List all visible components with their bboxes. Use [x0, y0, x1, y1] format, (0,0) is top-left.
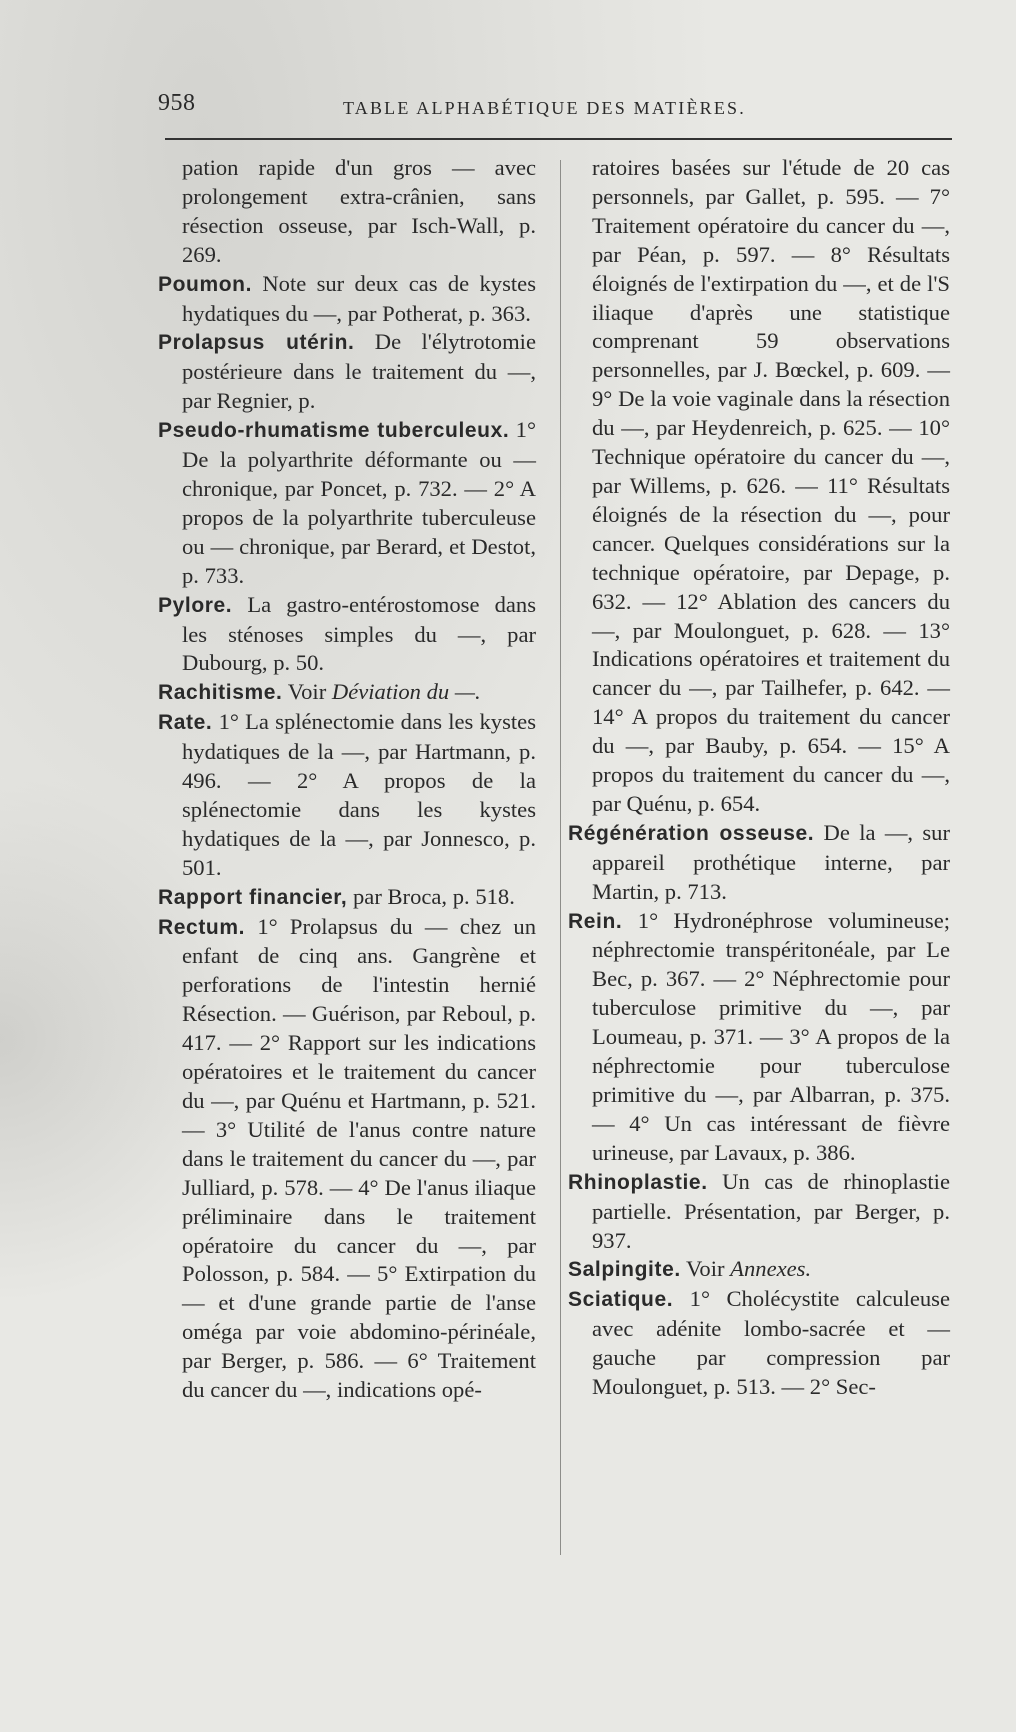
entry-text: 1° La splénectomie dans les kystes hydatiques de la —, par Hartmann, p. 496. — 2° A propos de la splénectomie dans les kystes hydatiques de la —, par Jonnesco, p. 501.	[182, 709, 536, 880]
entry-text: La gastro-entérostomose dans les sténoses simples du —, par Dubourg, p. 50.	[182, 591, 536, 676]
entry-term: Rhinoplastie.	[568, 1170, 708, 1194]
index-entry	[158, 883, 536, 913]
entry-text: 1° De la polyarthrite déformante ou — chronique, par Poncet, p. 732. — 2° A propos de la polyarthrite tuberculeuse ou — chronique, par Berard, et Destot, p. 733.	[182, 417, 536, 588]
index-entry	[158, 708, 536, 882]
index-entry	[158, 328, 536, 416]
column-divider	[560, 160, 561, 1555]
entry-text: Voir	[282, 679, 332, 705]
entry-term: Pseudo-rhumatisme tuberculeux.	[158, 419, 510, 443]
entry-term: Rapport financier,	[158, 885, 348, 909]
entry-cross-reference: Annexes.	[730, 1256, 812, 1282]
entry-term: Pylore.	[158, 593, 233, 617]
index-entry	[568, 1285, 950, 1402]
entry-term: Rein.	[568, 909, 623, 933]
entry-term: Régénération osseuse.	[568, 821, 815, 845]
index-entry	[158, 416, 536, 590]
index-entry	[158, 913, 536, 1405]
entry-term: Rachitisme.	[158, 681, 283, 705]
entry-term: Poumon.	[158, 272, 253, 296]
entry-term: Sciatique.	[568, 1288, 674, 1312]
index-entry	[568, 154, 950, 819]
right-column	[568, 154, 950, 1402]
page-number: 958	[158, 90, 196, 116]
entry-text: par Broca, p. 518.	[347, 883, 515, 909]
entry-cross-reference: Déviation du —.	[331, 679, 481, 705]
entry-term: Salpingite.	[568, 1258, 681, 1282]
page-header	[158, 84, 953, 124]
left-column	[158, 154, 536, 1405]
entry-text: 1° Hydronéphrose volumineuse; néphrectomie transpéritonéale, par Le Bec, p. 367. — 2° Néphrectomie pour tuberculose primitive du —, par Loumeau, p. 371. — 3° A propos de la néphrectomie pour tuberculose primitive du —, par Albarran, p. 375. — 4° Un cas intéressant de fièvre urineuse, par Lavaux, p. 386.	[592, 907, 950, 1165]
entry-text: Voir	[680, 1256, 731, 1282]
index-entry	[568, 1255, 950, 1285]
entry-text: Note sur deux cas de kystes hydatiques du —, par Potherat, p. 363.	[182, 270, 536, 326]
index-entry	[158, 678, 536, 708]
entry-term: Rectum.	[158, 915, 246, 939]
index-entry	[568, 907, 950, 1168]
entry-text: pation rapide d'un gros — avec prolongement extra-crânien, sans résection osseuse, par Isch-Wall, p. 269.	[182, 155, 536, 267]
entry-text: De la —, sur appareil prothétique interne, par Martin, p. 713.	[592, 819, 951, 904]
entry-text: 1° Prolapsus du — chez un enfant de cinq ans. Gangrène et perforations de l'intestin hernié Résection. — Guérison, par Reboul, p. 417. — 2° Rapport sur les indications opératoires et le traitement du cancer du —, par Quénu et Hartmann, p. 521. — 3° Utilité de l'anus contre nature dans le traitement du cancer du —, par Julliard, p. 578. — 4° De l'anus iliaque préliminaire dans le traitement opératoire du cancer du —, par Polosson, p. 584. — 5° Extirpation du — et d'une grande partie de l'anse oméga par voie abdomino-périnéale, par Berger, p. 586. — 6° Traitement du cancer du —, indications opé-	[182, 913, 536, 1403]
index-entry	[568, 819, 950, 907]
entry-text: De l'élytrotomie postérieure dans le traitement du —, par Regnier, p.	[182, 329, 536, 414]
header-rule	[165, 138, 952, 140]
index-entry	[158, 270, 536, 329]
entry-term: Rate.	[158, 711, 213, 735]
entry-text: Un cas de rhinoplastie partielle. Présentation, par Berger, p. 937.	[592, 1168, 950, 1253]
entry-text: ratoires basées sur l'étude de 20 cas personnels, par Gallet, p. 595. — 7° Traitement opératoire du cancer du —, par Péan, p. 597. — 8° Résultats éloignés de l'extirpation du —, et de l'S iliaque d'après une statistique comprenant 59 observations personnelles, par J. Bœckel, p. 609. — 9° De la voie vaginale dans la résection du —, par Heydenreich, p. 625. — 10° Technique opératoire du cancer du —, par Willems, p. 626. — 11° Résultats éloignés de la résection du —, pour cancer. Quelques considérations sur la technique opératoire, par Depage, p. 632. — 12° Ablation des cancers du —, par Moulonguet, p. 628. — 13° Indications opératoires et traitement du cancer du —, par Tailhefer, p. 642. — 14° A propos du traitement du cancer du —, par Bauby, p. 654. — 15° A propos du traitement du cancer du —, par Quénu, p. 654.	[592, 155, 950, 816]
index-entry	[158, 591, 536, 679]
entry-term: Prolapsus utérin.	[158, 331, 355, 355]
entry-text: 1° Cholécystite calculeuse avec adénite lombo-sacrée et — gauche par compression par Moulonguet, p. 513. — 2° Sec-	[592, 1286, 950, 1400]
index-entry	[158, 154, 536, 270]
running-title: TABLE ALPHABÉTIQUE DES MATIÈRES.	[343, 98, 746, 118]
index-entry	[568, 1168, 950, 1256]
